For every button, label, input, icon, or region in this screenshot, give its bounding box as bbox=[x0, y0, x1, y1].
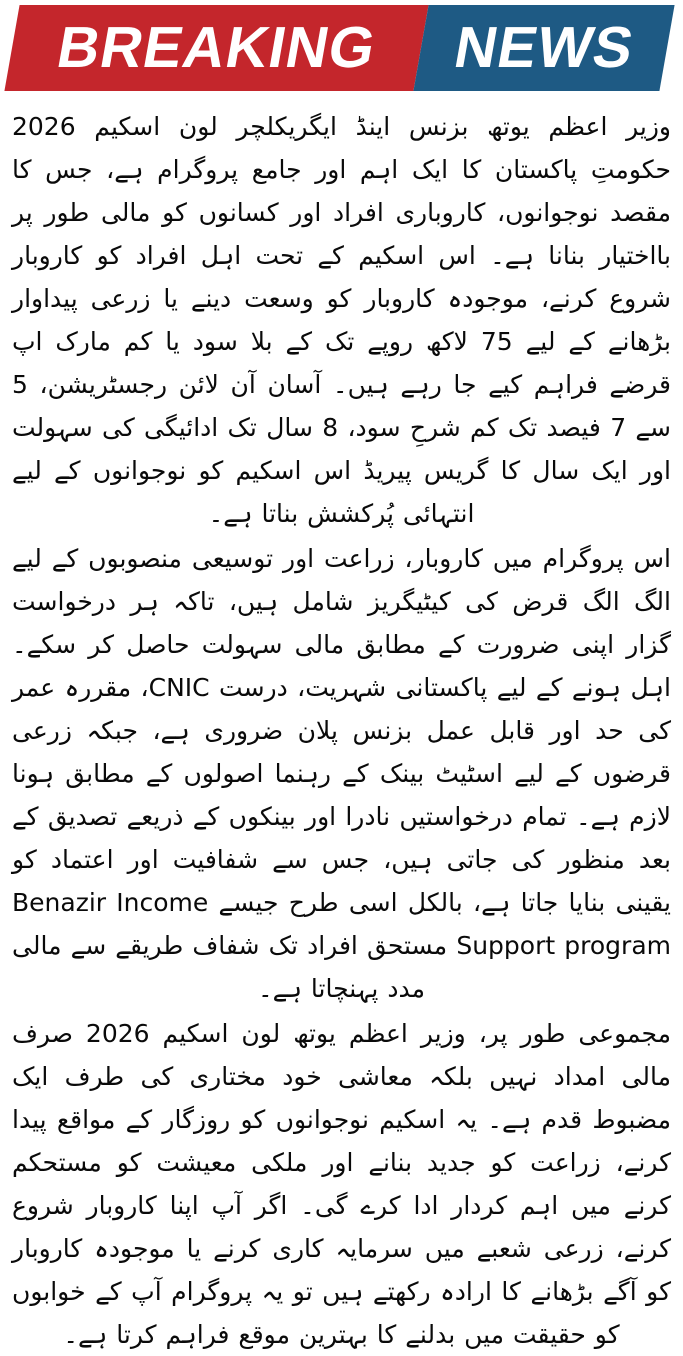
news-label: NEWS bbox=[449, 15, 640, 80]
article-paragraph-eligibility: اس پروگرام میں کاروبار، زراعت اور توسیعی منصوبوں کے لیے الگ الگ قرض کی کیٹیگریز شامل ہیں، تاکہ ہر درخواست گزار اپنی ضرورت کے مطابق مالی سہولت حاصل کر سکے۔ اہل ہونے کے لیے پاکستانی شہریت، درست CNIC، مقررہ عمر کی حد اور قابل عمل بزنس پلان ضروری ہے، جبکہ زرعی قرضوں کے لیے اسٹیٹ بینک کے رہنما اصولوں کے مطابق ہونا لازم ہے۔ تمام درخواستیں نادرا اور بینکوں کے ذریعے تصدیق کے بعد منظور کی جاتی ہیں، جس سے شفافیت اور اعتماد کو یقینی بنایا جاتا ہے، بالکل اسی طرح جیسے Benazir Income Support program مستحق افراد تک شفاف طریقے سے مالی مدد پہنچاتا ہے۔ bbox=[12, 544, 671, 1003]
article-body bbox=[0, 91, 683, 1356]
news-graphic bbox=[0, 5, 683, 1349]
article-paragraph-intro: وزیر اعظم یوتھ بزنس اینڈ ایگریکلچر لون اسکیم 2026 حکومتِ پاکستان کا ایک اہم اور جامع پروگرام ہے، جس کا مقصد نوجوانوں، کاروباری افراد اور کسانوں کو مالی طور پر بااختیار بنانا ہے۔ اس اسکیم کے تحت اہل افراد کو کاروبار شروع کرنے، موجودہ کاروبار کو وسعت دینے یا زرعی پیداوار بڑھانے کے لیے 75 لاکھ روپے تک کے بلا سود یا کم مارک اپ قرضے فراہم کیے جا رہے ہیں۔ آسان آن لائن رجسٹریشن، 5 سے 7 فیصد تک کم شرحِ سود، 8 سال تک ادائیگی کی سہولت اور ایک سال کا گریس پیریڈ اس اسکیم کو نوجوانوں کے لیے انتہائی پُرکشش بناتا ہے۔ bbox=[12, 112, 672, 528]
news-segment bbox=[414, 5, 675, 91]
breaking-segment bbox=[4, 5, 429, 91]
article-paragraph-conclusion: مجموعی طور پر، وزیر اعظم یوتھ لون اسکیم 2026 صرف مالی امداد نہیں بلکہ معاشی خود مختاری کی طرف ایک مضبوط قدم ہے۔ یہ اسکیم نوجوانوں کو روزگار کے مواقع پیدا کرنے، زراعت کو جدید بنانے اور ملکی معیشت کو مستحکم کرنے میں اہم کردار ادا کرے گی۔ اگر آپ اپنا کاروبار شروع کرنے، زرعی شعبے میں سرمایہ کاری کرنے یا موجودہ کاروبار کو آگے بڑھانے کا ارادہ رکھتے ہیں تو یہ پروگرام آپ کے خوابوں کو حقیقت میں بدلنے کا بہترین موقع فراہم کرتا ہے۔ bbox=[12, 1019, 671, 1349]
breaking-news-banner bbox=[4, 5, 674, 91]
breaking-label: BREAKING bbox=[52, 15, 382, 80]
